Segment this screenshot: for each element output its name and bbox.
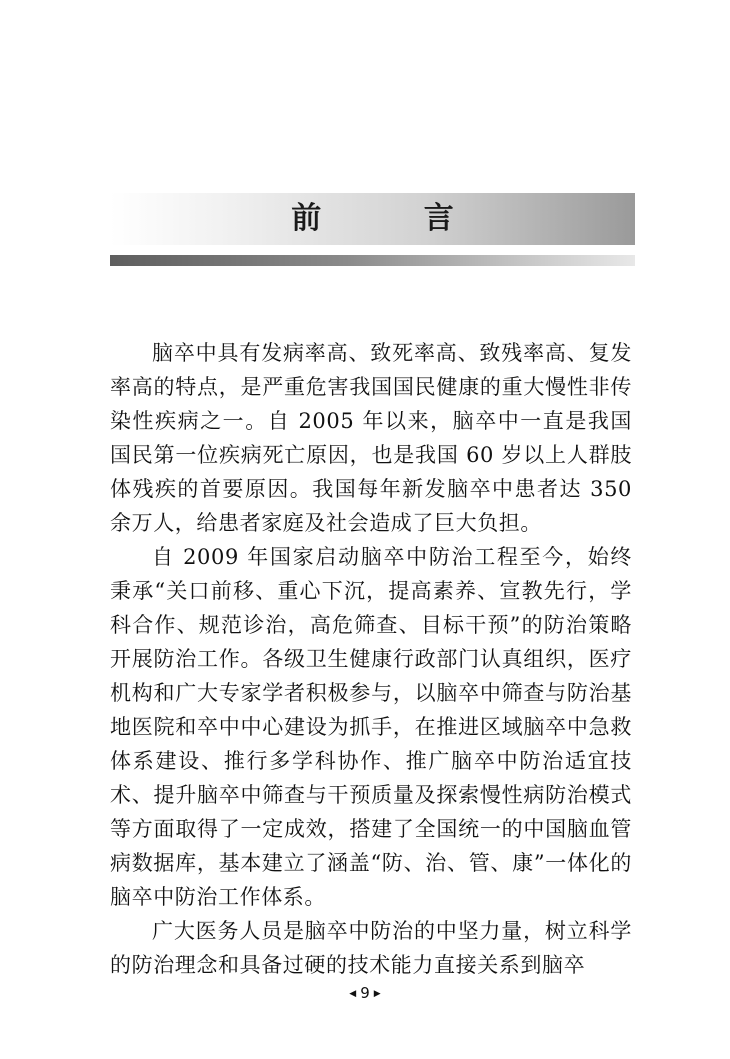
paragraph: 脑卒中具有发病率高、致死率高、致残率高、复发率高的特点，是严重危害我国国民健康的重大慢性非传染性疾病之一。自 2005 年以来，脑卒中一直是我国国民第一位疾病死亡原因，也是我国 60 岁以上人群肢体残疾的首要原因。我国每年新发脑卒中患者达 350 余万人，给患者家庭及社会造成了巨大负担。 [110,341,632,535]
page-footer [0,984,730,1002]
paragraph: 广大医务人员是脑卒中防治的中坚力量，树立科学的防治理念和具备过硬的技术能力直接关系到脑卒 [110,919,632,977]
paragraph: 自 2009 年国家启动脑卒中防治工程至今，始终秉承“关口前移、重心下沉，提高素养、宣教先行，学科合作、规范诊治，高危筛查、目标干预”的防治策略开展防治工作。各级卫生健康行政部门认真组织，医疗机构和广大专家学者积极参与，以脑卒中筛查与防治基地医院和卒中中心建设为抓手，在推进区域脑卒中急救体系建设、推行多学科协作、推广脑卒中防治适宜技术、提升脑卒中筛查与干预质量及探索慢性病防治模式等方面取得了一定成效，搭建了全国统一的中国脑血管病数据库，基本建立了涵盖“防、治、管、康”一体化的脑卒中防治工作体系。 [110,545,632,909]
section-title-band [110,193,635,245]
triangle-left-icon: ◀ [349,989,357,999]
section-title: 前 言 [291,201,500,236]
triangle-right-icon: ▶ [373,989,381,999]
body-text [110,336,632,982]
title-underline-rule [110,255,635,266]
page-number: 9 [360,984,370,1002]
